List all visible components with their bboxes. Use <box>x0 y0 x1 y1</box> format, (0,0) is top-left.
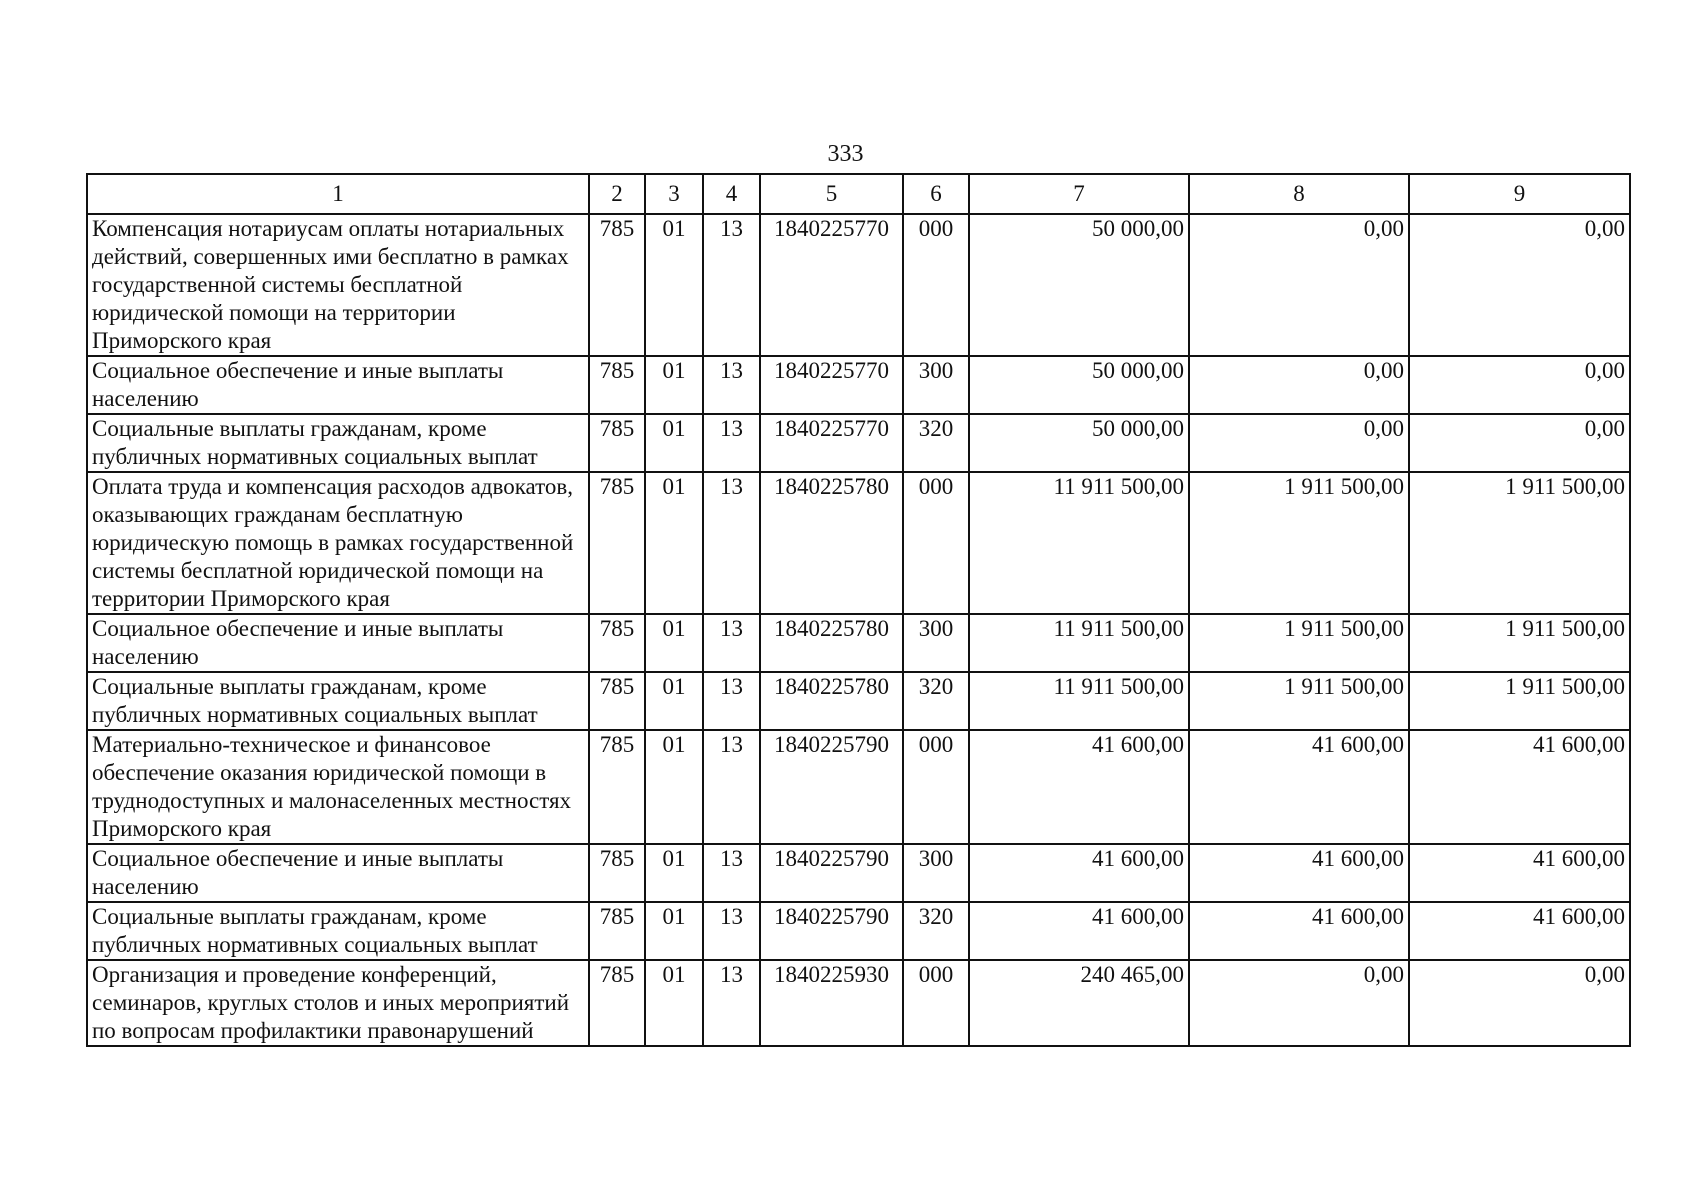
table-row <box>87 844 1630 902</box>
row-col-6: 320 <box>903 672 969 730</box>
row-col-4: 13 <box>703 414 760 472</box>
row-col-5: 1840225780 <box>760 672 903 730</box>
row-col-3: 01 <box>645 960 703 1046</box>
row-col-6: 320 <box>903 902 969 960</box>
row-col-3: 01 <box>645 472 703 614</box>
row-col-9: 0,00 <box>1409 356 1630 414</box>
row-col-4: 13 <box>703 472 760 614</box>
row-col-3: 01 <box>645 844 703 902</box>
row-col-8: 0,00 <box>1189 414 1409 472</box>
row-col-7: 50 000,00 <box>969 356 1189 414</box>
row-col-2: 785 <box>589 356 645 414</box>
row-name: Социальное обеспечение и иные выплаты населению <box>87 614 589 672</box>
row-col-8: 1 911 500,00 <box>1189 472 1409 614</box>
row-col-3: 01 <box>645 730 703 844</box>
row-col-4: 13 <box>703 356 760 414</box>
header-cell-9: 9 <box>1409 174 1630 214</box>
row-col-5: 1840225780 <box>760 614 903 672</box>
row-col-5: 1840225780 <box>760 472 903 614</box>
row-col-6: 000 <box>903 730 969 844</box>
row-col-3: 01 <box>645 614 703 672</box>
row-col-9: 41 600,00 <box>1409 902 1630 960</box>
table-row <box>87 960 1630 1046</box>
row-col-4: 13 <box>703 902 760 960</box>
row-col-4: 13 <box>703 672 760 730</box>
row-col-7: 11 911 500,00 <box>969 472 1189 614</box>
table-row <box>87 356 1630 414</box>
row-col-6: 300 <box>903 844 969 902</box>
header-cell-8: 8 <box>1189 174 1409 214</box>
row-col-8: 41 600,00 <box>1189 730 1409 844</box>
row-name: Оплата труда и компенсация расходов адвокатов, оказывающих гражданам бесплатную юридическую помощь в рамках государственной системы бесплатной юридической помощи на территории Приморского края <box>87 472 589 614</box>
header-cell-6: 6 <box>903 174 969 214</box>
row-col-5: 1840225770 <box>760 214 903 356</box>
row-name: Социальное обеспечение и иные выплаты населению <box>87 844 589 902</box>
row-col-3: 01 <box>645 356 703 414</box>
page-number: 333 <box>827 141 864 167</box>
header-cell-7: 7 <box>969 174 1189 214</box>
row-col-9: 1 911 500,00 <box>1409 472 1630 614</box>
row-col-7: 50 000,00 <box>969 414 1189 472</box>
row-name: Организация и проведение конференций, семинаров, круглых столов и иных мероприятий по вопросам профилактики правонарушений <box>87 960 589 1046</box>
header-cell-2: 2 <box>589 174 645 214</box>
row-col-7: 240 465,00 <box>969 960 1189 1046</box>
row-col-8: 1 911 500,00 <box>1189 672 1409 730</box>
row-col-9: 41 600,00 <box>1409 730 1630 844</box>
row-name: Социальное обеспечение и иные выплаты населению <box>87 356 589 414</box>
row-col-5: 1840225770 <box>760 356 903 414</box>
row-col-4: 13 <box>703 844 760 902</box>
row-col-3: 01 <box>645 902 703 960</box>
row-col-6: 000 <box>903 960 969 1046</box>
table-row <box>87 902 1630 960</box>
table-row <box>87 414 1630 472</box>
row-col-6: 320 <box>903 414 969 472</box>
header-cell-1: 1 <box>87 174 589 214</box>
row-col-8: 41 600,00 <box>1189 844 1409 902</box>
table-row <box>87 730 1630 844</box>
row-col-4: 13 <box>703 730 760 844</box>
row-col-2: 785 <box>589 472 645 614</box>
row-col-2: 785 <box>589 414 645 472</box>
row-col-3: 01 <box>645 672 703 730</box>
row-col-2: 785 <box>589 844 645 902</box>
row-col-4: 13 <box>703 614 760 672</box>
row-col-4: 13 <box>703 214 760 356</box>
row-col-6: 000 <box>903 214 969 356</box>
table-row <box>87 614 1630 672</box>
row-col-7: 11 911 500,00 <box>969 614 1189 672</box>
header-cell-3: 3 <box>645 174 703 214</box>
row-name: Социальные выплаты гражданам, кроме публичных нормативных социальных выплат <box>87 902 589 960</box>
row-col-5: 1840225930 <box>760 960 903 1046</box>
table-row <box>87 214 1630 356</box>
row-col-8: 1 911 500,00 <box>1189 614 1409 672</box>
table-row <box>87 472 1630 614</box>
row-col-7: 41 600,00 <box>969 902 1189 960</box>
row-col-2: 785 <box>589 614 645 672</box>
row-col-5: 1840225790 <box>760 844 903 902</box>
row-col-6: 000 <box>903 472 969 614</box>
row-col-6: 300 <box>903 356 969 414</box>
header-cell-4: 4 <box>703 174 760 214</box>
row-name: Социальные выплаты гражданам, кроме публичных нормативных социальных выплат <box>87 414 589 472</box>
row-col-8: 0,00 <box>1189 356 1409 414</box>
budget-table <box>86 173 1631 1047</box>
row-col-2: 785 <box>589 730 645 844</box>
row-col-8: 0,00 <box>1189 214 1409 356</box>
row-col-9: 0,00 <box>1409 214 1630 356</box>
row-col-2: 785 <box>589 960 645 1046</box>
row-col-7: 41 600,00 <box>969 844 1189 902</box>
row-col-5: 1840225790 <box>760 730 903 844</box>
row-col-7: 50 000,00 <box>969 214 1189 356</box>
table-row <box>87 672 1630 730</box>
row-name: Социальные выплаты гражданам, кроме публичных нормативных социальных выплат <box>87 672 589 730</box>
row-col-3: 01 <box>645 214 703 356</box>
row-col-8: 0,00 <box>1189 960 1409 1046</box>
row-col-9: 0,00 <box>1409 414 1630 472</box>
row-col-5: 1840225790 <box>760 902 903 960</box>
row-col-9: 41 600,00 <box>1409 844 1630 902</box>
row-col-2: 785 <box>589 902 645 960</box>
row-col-5: 1840225770 <box>760 414 903 472</box>
row-col-2: 785 <box>589 214 645 356</box>
row-col-3: 01 <box>645 414 703 472</box>
row-col-9: 1 911 500,00 <box>1409 614 1630 672</box>
row-col-9: 1 911 500,00 <box>1409 672 1630 730</box>
row-col-2: 785 <box>589 672 645 730</box>
row-col-9: 0,00 <box>1409 960 1630 1046</box>
row-col-8: 41 600,00 <box>1189 902 1409 960</box>
row-name: Материально-техническое и финансовое обеспечение оказания юридической помощи в труднодоступных и малонаселенных местностях Приморского края <box>87 730 589 844</box>
row-col-6: 300 <box>903 614 969 672</box>
row-col-7: 11 911 500,00 <box>969 672 1189 730</box>
row-col-4: 13 <box>703 960 760 1046</box>
row-name: Компенсация нотариусам оплаты нотариальных действий, совершенных ими бесплатно в рамках государственной системы бесплатной юридической помощи на территории Приморского края <box>87 214 589 356</box>
row-col-7: 41 600,00 <box>969 730 1189 844</box>
header-cell-5: 5 <box>760 174 903 214</box>
header-row <box>87 174 1630 214</box>
